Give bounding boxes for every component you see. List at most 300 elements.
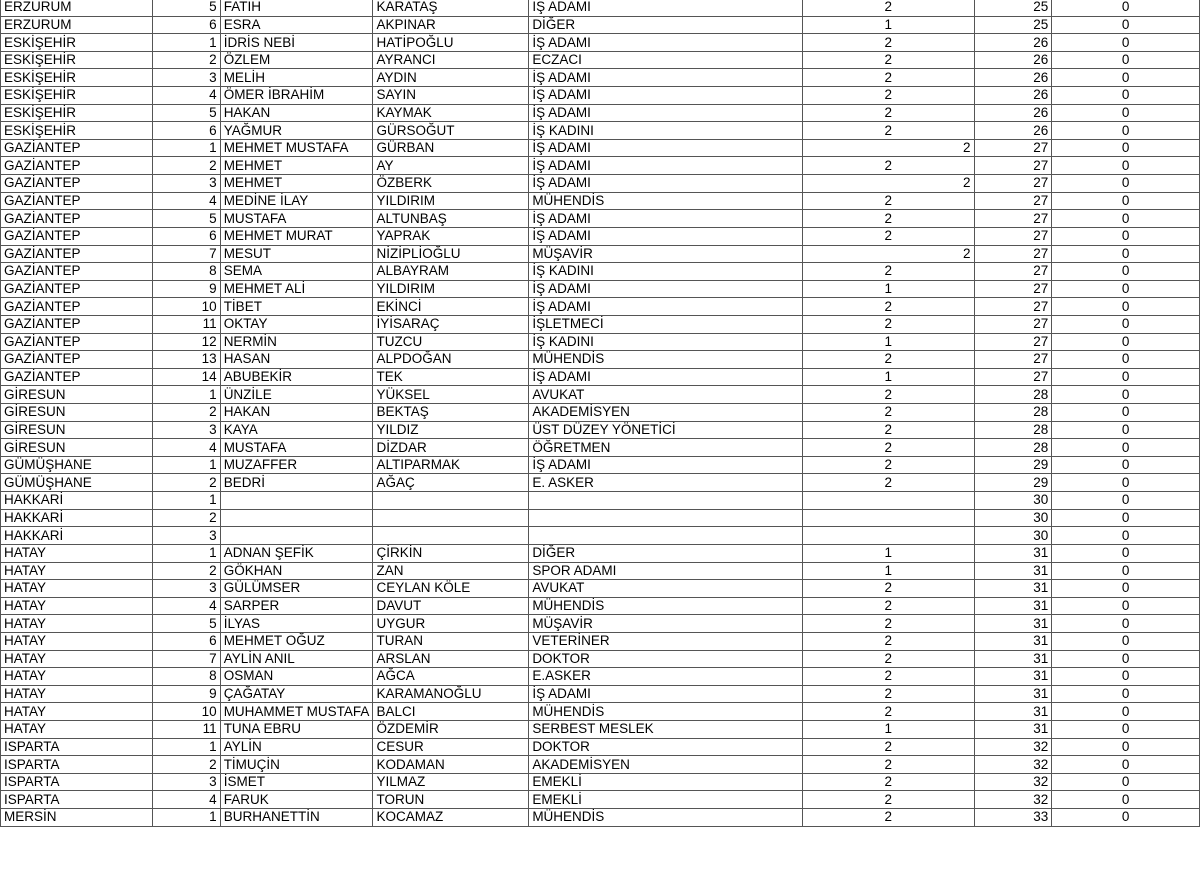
city-code-cell: 31 — [974, 668, 1052, 686]
city-code-cell: 31 — [974, 562, 1052, 580]
city-cell: GAZİANTEP — [1, 192, 153, 210]
status-code-cell: 2 — [802, 69, 974, 87]
occupation-cell: MÜHENDİS — [529, 597, 803, 615]
status-code-cell: 1 — [802, 544, 974, 562]
first-name-cell: TİMUÇİN — [220, 756, 373, 774]
order-number-cell: 4 — [152, 597, 220, 615]
last-name-cell — [373, 509, 529, 527]
occupation-cell: ÖĞRETMEN — [529, 439, 803, 457]
last-name-cell: TEK — [373, 368, 529, 386]
value-cell: 0 — [1052, 368, 1200, 386]
status-code-cell: 1 — [802, 368, 974, 386]
value-cell: 0 — [1052, 544, 1200, 562]
value-cell: 0 — [1052, 668, 1200, 686]
table-row — [1, 703, 1200, 721]
occupation-cell: İŞ ADAMI — [529, 0, 803, 16]
last-name-cell: HATİPOĞLU — [373, 34, 529, 52]
order-number-cell: 1 — [152, 738, 220, 756]
status-code-cell: 2 — [802, 298, 974, 316]
city-code-cell: 28 — [974, 421, 1052, 439]
last-name-cell: TORUN — [373, 791, 529, 809]
city-cell: ESKİŞEHİR — [1, 122, 153, 140]
order-number-cell: 6 — [152, 227, 220, 245]
status-code-cell: 2 — [802, 227, 974, 245]
last-name-cell: EKİNCİ — [373, 298, 529, 316]
last-name-cell: AĞAÇ — [373, 474, 529, 492]
city-cell: HATAY — [1, 720, 153, 738]
table-row — [1, 791, 1200, 809]
table-row — [1, 527, 1200, 545]
occupation-cell: MÜHENDİS — [529, 351, 803, 369]
first-name-cell: MUSTAFA — [220, 439, 373, 457]
status-code-cell: 2 — [802, 404, 974, 422]
first-name-cell: OSMAN — [220, 668, 373, 686]
city-code-cell: 27 — [974, 210, 1052, 228]
status-code-cell: 2 — [802, 650, 974, 668]
city-code-cell: 28 — [974, 386, 1052, 404]
table-row — [1, 139, 1200, 157]
first-name-cell: HASAN — [220, 351, 373, 369]
last-name-cell: YILDIRIM — [373, 192, 529, 210]
city-code-cell: 27 — [974, 175, 1052, 193]
occupation-cell: İŞ ADAMI — [529, 69, 803, 87]
city-code-cell: 31 — [974, 597, 1052, 615]
city-code-cell: 26 — [974, 87, 1052, 105]
city-code-cell: 27 — [974, 315, 1052, 333]
status-code-cell: 2 — [802, 738, 974, 756]
city-cell: ERZURUM — [1, 0, 153, 16]
order-number-cell: 2 — [152, 51, 220, 69]
table-row — [1, 809, 1200, 827]
last-name-cell: UYGUR — [373, 615, 529, 633]
order-number-cell: 6 — [152, 16, 220, 34]
first-name-cell: KAYA — [220, 421, 373, 439]
order-number-cell: 2 — [152, 404, 220, 422]
value-cell: 0 — [1052, 263, 1200, 281]
city-cell: ESKİŞEHİR — [1, 51, 153, 69]
value-cell: 0 — [1052, 104, 1200, 122]
occupation-cell: AKADEMİSYEN — [529, 404, 803, 422]
city-cell: GAZİANTEP — [1, 368, 153, 386]
first-name-cell: OKTAY — [220, 315, 373, 333]
table-body — [1, 0, 1200, 826]
last-name-cell: ÖZBERK — [373, 175, 529, 193]
city-code-cell: 27 — [974, 157, 1052, 175]
value-cell: 0 — [1052, 157, 1200, 175]
occupation-cell: AVUKAT — [529, 580, 803, 598]
city-code-cell: 26 — [974, 34, 1052, 52]
city-cell: GAZİANTEP — [1, 333, 153, 351]
occupation-cell: İŞ ADAMI — [529, 175, 803, 193]
table-row — [1, 227, 1200, 245]
first-name-cell: TİBET — [220, 298, 373, 316]
value-cell: 0 — [1052, 509, 1200, 527]
table-row — [1, 720, 1200, 738]
first-name-cell: HAKAN — [220, 404, 373, 422]
occupation-cell: MÜHENDİS — [529, 703, 803, 721]
first-name-cell: NERMİN — [220, 333, 373, 351]
status-code-cell: 2 — [802, 210, 974, 228]
last-name-cell: KOCAMAZ — [373, 809, 529, 827]
first-name-cell: FARUK — [220, 791, 373, 809]
city-cell: HAKKARİ — [1, 509, 153, 527]
city-code-cell: 28 — [974, 439, 1052, 457]
value-cell: 0 — [1052, 122, 1200, 140]
table-row — [1, 87, 1200, 105]
first-name-cell: YAĞMUR — [220, 122, 373, 140]
value-cell: 0 — [1052, 227, 1200, 245]
status-code-cell: 2 — [802, 51, 974, 69]
first-name-cell: MESUT — [220, 245, 373, 263]
city-cell: GAZİANTEP — [1, 351, 153, 369]
first-name-cell: HAKAN — [220, 104, 373, 122]
status-code-cell: 1 — [802, 16, 974, 34]
occupation-cell: SERBEST MESLEK — [529, 720, 803, 738]
table-row — [1, 562, 1200, 580]
status-code-cell: 2 — [802, 580, 974, 598]
occupation-cell: İŞ ADAMI — [529, 456, 803, 474]
city-cell: HATAY — [1, 544, 153, 562]
table-row — [1, 175, 1200, 193]
city-cell: MERSİN — [1, 809, 153, 827]
occupation-cell: İŞ ADAMI — [529, 157, 803, 175]
status-code-cell: 2 — [802, 474, 974, 492]
value-cell: 0 — [1052, 34, 1200, 52]
first-name-cell: BURHANETTİN — [220, 809, 373, 827]
first-name-cell: SARPER — [220, 597, 373, 615]
city-cell: HATAY — [1, 580, 153, 598]
last-name-cell: ALTIPARMAK — [373, 456, 529, 474]
occupation-cell: DİĞER — [529, 16, 803, 34]
status-code-cell: 2 — [802, 0, 974, 16]
table-row — [1, 315, 1200, 333]
first-name-cell: MEHMET — [220, 157, 373, 175]
first-name-cell: ÖMER İBRAHİM — [220, 87, 373, 105]
value-cell: 0 — [1052, 439, 1200, 457]
city-code-cell: 31 — [974, 580, 1052, 598]
order-number-cell: 3 — [152, 421, 220, 439]
city-cell: ERZURUM — [1, 16, 153, 34]
last-name-cell: ZAN — [373, 562, 529, 580]
occupation-cell: İŞ KADINI — [529, 263, 803, 281]
last-name-cell: ÇİRKİN — [373, 544, 529, 562]
occupation-cell: İŞ ADAMI — [529, 227, 803, 245]
value-cell: 0 — [1052, 351, 1200, 369]
city-cell: ISPARTA — [1, 756, 153, 774]
occupation-cell: İŞ ADAMI — [529, 298, 803, 316]
occupation-cell: İŞ KADINI — [529, 333, 803, 351]
table-row — [1, 544, 1200, 562]
city-cell: ISPARTA — [1, 773, 153, 791]
order-number-cell: 1 — [152, 809, 220, 827]
table-row — [1, 685, 1200, 703]
status-code-cell: 2 — [802, 668, 974, 686]
last-name-cell: YÜKSEL — [373, 386, 529, 404]
order-number-cell: 5 — [152, 0, 220, 16]
value-cell: 0 — [1052, 298, 1200, 316]
first-name-cell: MEHMET MURAT — [220, 227, 373, 245]
table-row — [1, 104, 1200, 122]
occupation-cell: İŞLETMECİ — [529, 315, 803, 333]
occupation-cell: MÜŞAVİR — [529, 615, 803, 633]
city-code-cell: 33 — [974, 809, 1052, 827]
status-code-cell: 2 — [802, 791, 974, 809]
first-name-cell: ABUBEKİR — [220, 368, 373, 386]
last-name-cell: AYDIN — [373, 69, 529, 87]
first-name-cell — [220, 492, 373, 510]
value-cell: 0 — [1052, 175, 1200, 193]
city-cell: GAZİANTEP — [1, 263, 153, 281]
last-name-cell: TUZCU — [373, 333, 529, 351]
status-code-cell: 2 — [802, 245, 974, 263]
table-row — [1, 615, 1200, 633]
first-name-cell: SEMA — [220, 263, 373, 281]
table-row — [1, 738, 1200, 756]
table-row — [1, 245, 1200, 263]
last-name-cell: KAYMAK — [373, 104, 529, 122]
status-code-cell: 2 — [802, 34, 974, 52]
status-code-cell: 2 — [802, 139, 974, 157]
order-number-cell: 3 — [152, 773, 220, 791]
city-cell: GAZİANTEP — [1, 210, 153, 228]
status-code-cell: 2 — [802, 122, 974, 140]
occupation-cell — [529, 509, 803, 527]
order-number-cell: 2 — [152, 509, 220, 527]
order-number-cell: 7 — [152, 650, 220, 668]
city-cell: GAZİANTEP — [1, 227, 153, 245]
city-cell: ESKİŞEHİR — [1, 87, 153, 105]
first-name-cell: MUHAMMET MUSTAFA — [220, 703, 373, 721]
occupation-cell: MÜŞAVİR — [529, 245, 803, 263]
first-name-cell: BEDRİ — [220, 474, 373, 492]
city-code-cell: 30 — [974, 509, 1052, 527]
first-name-cell: AYLİN — [220, 738, 373, 756]
last-name-cell: BALCI — [373, 703, 529, 721]
order-number-cell: 2 — [152, 474, 220, 492]
table-row — [1, 632, 1200, 650]
value-cell: 0 — [1052, 632, 1200, 650]
table-row — [1, 263, 1200, 281]
city-code-cell: 27 — [974, 227, 1052, 245]
occupation-cell: İŞ ADAMI — [529, 210, 803, 228]
last-name-cell: İYİSARAÇ — [373, 315, 529, 333]
last-name-cell: AY — [373, 157, 529, 175]
city-cell: GAZİANTEP — [1, 157, 153, 175]
table-row — [1, 773, 1200, 791]
value-cell: 0 — [1052, 580, 1200, 598]
city-code-cell: 27 — [974, 333, 1052, 351]
city-cell: HAKKARİ — [1, 527, 153, 545]
city-code-cell: 27 — [974, 192, 1052, 210]
table-row — [1, 333, 1200, 351]
value-cell: 0 — [1052, 809, 1200, 827]
order-number-cell: 1 — [152, 34, 220, 52]
status-code-cell: 2 — [802, 809, 974, 827]
occupation-cell: VETERİNER — [529, 632, 803, 650]
value-cell: 0 — [1052, 756, 1200, 774]
first-name-cell: FATİH — [220, 0, 373, 16]
value-cell: 0 — [1052, 492, 1200, 510]
last-name-cell: YAPRAK — [373, 227, 529, 245]
last-name-cell: SAYIN — [373, 87, 529, 105]
first-name-cell: ÇAĞATAY — [220, 685, 373, 703]
first-name-cell: MEHMET MUSTAFA — [220, 139, 373, 157]
order-number-cell: 1 — [152, 386, 220, 404]
occupation-cell: AVUKAT — [529, 386, 803, 404]
order-number-cell: 1 — [152, 456, 220, 474]
order-number-cell: 6 — [152, 122, 220, 140]
occupation-cell: İŞ ADAMI — [529, 685, 803, 703]
city-code-cell: 30 — [974, 527, 1052, 545]
value-cell: 0 — [1052, 597, 1200, 615]
last-name-cell: AYRANCI — [373, 51, 529, 69]
last-name-cell — [373, 492, 529, 510]
city-code-cell: 32 — [974, 773, 1052, 791]
occupation-cell: İŞ KADINI — [529, 122, 803, 140]
city-code-cell: 31 — [974, 685, 1052, 703]
value-cell: 0 — [1052, 685, 1200, 703]
first-name-cell: MUZAFFER — [220, 456, 373, 474]
status-code-cell — [802, 527, 974, 545]
first-name-cell: ADNAN ŞEFİK — [220, 544, 373, 562]
city-code-cell: 31 — [974, 544, 1052, 562]
order-number-cell: 5 — [152, 210, 220, 228]
city-code-cell: 26 — [974, 69, 1052, 87]
last-name-cell: ALPDOĞAN — [373, 351, 529, 369]
city-cell: GAZİANTEP — [1, 315, 153, 333]
value-cell: 0 — [1052, 650, 1200, 668]
status-code-cell: 2 — [802, 456, 974, 474]
table-row — [1, 439, 1200, 457]
table-row — [1, 509, 1200, 527]
city-cell: HATAY — [1, 562, 153, 580]
order-number-cell: 9 — [152, 280, 220, 298]
order-number-cell: 1 — [152, 544, 220, 562]
table-row — [1, 386, 1200, 404]
table-row — [1, 597, 1200, 615]
table-row — [1, 368, 1200, 386]
city-cell: ISPARTA — [1, 738, 153, 756]
city-code-cell: 31 — [974, 720, 1052, 738]
value-cell: 0 — [1052, 51, 1200, 69]
table-row — [1, 51, 1200, 69]
occupation-cell — [529, 527, 803, 545]
first-name-cell — [220, 527, 373, 545]
city-code-cell: 27 — [974, 245, 1052, 263]
status-code-cell: 2 — [802, 756, 974, 774]
last-name-cell: GÜRSOĞUT — [373, 122, 529, 140]
occupation-cell: İŞ ADAMI — [529, 368, 803, 386]
last-name-cell: YILDIZ — [373, 421, 529, 439]
city-cell: HATAY — [1, 615, 153, 633]
status-code-cell: 2 — [802, 597, 974, 615]
table-row — [1, 16, 1200, 34]
order-number-cell: 8 — [152, 668, 220, 686]
city-cell: GAZİANTEP — [1, 175, 153, 193]
status-code-cell: 2 — [802, 703, 974, 721]
status-code-cell: 2 — [802, 632, 974, 650]
occupation-cell: İŞ ADAMI — [529, 87, 803, 105]
status-code-cell: 1 — [802, 333, 974, 351]
value-cell: 0 — [1052, 280, 1200, 298]
first-name-cell: ESRA — [220, 16, 373, 34]
status-code-cell: 2 — [802, 351, 974, 369]
occupation-cell: ÜST DÜZEY YÖNETİCİ — [529, 421, 803, 439]
city-code-cell: 30 — [974, 492, 1052, 510]
table-row — [1, 404, 1200, 422]
first-name-cell: GÜLÜMSER — [220, 580, 373, 598]
order-number-cell: 14 — [152, 368, 220, 386]
status-code-cell: 2 — [802, 175, 974, 193]
table-row — [1, 756, 1200, 774]
status-code-cell: 2 — [802, 685, 974, 703]
city-cell: ISPARTA — [1, 791, 153, 809]
city-code-cell: 26 — [974, 104, 1052, 122]
occupation-cell: İŞ ADAMI — [529, 280, 803, 298]
status-code-cell: 2 — [802, 87, 974, 105]
last-name-cell: ALBAYRAM — [373, 263, 529, 281]
order-number-cell: 2 — [152, 157, 220, 175]
city-code-cell: 25 — [974, 16, 1052, 34]
status-code-cell: 1 — [802, 562, 974, 580]
city-code-cell: 26 — [974, 51, 1052, 69]
city-code-cell: 29 — [974, 456, 1052, 474]
city-cell: GAZİANTEP — [1, 245, 153, 263]
city-cell: HATAY — [1, 597, 153, 615]
last-name-cell: ALTUNBAŞ — [373, 210, 529, 228]
status-code-cell: 2 — [802, 439, 974, 457]
table-row — [1, 280, 1200, 298]
occupation-cell: İŞ ADAMI — [529, 34, 803, 52]
city-code-cell: 27 — [974, 298, 1052, 316]
last-name-cell: AKPINAR — [373, 16, 529, 34]
occupation-cell: DOKTOR — [529, 738, 803, 756]
value-cell: 0 — [1052, 421, 1200, 439]
city-cell: ESKİŞEHİR — [1, 34, 153, 52]
value-cell: 0 — [1052, 245, 1200, 263]
status-code-cell: 2 — [802, 615, 974, 633]
city-cell: HATAY — [1, 685, 153, 703]
last-name-cell: NİZİPLİOĞLU — [373, 245, 529, 263]
order-number-cell: 7 — [152, 245, 220, 263]
city-cell: GİRESUN — [1, 421, 153, 439]
city-code-cell: 26 — [974, 122, 1052, 140]
last-name-cell: AĞCA — [373, 668, 529, 686]
value-cell: 0 — [1052, 720, 1200, 738]
occupation-cell — [529, 492, 803, 510]
last-name-cell — [373, 527, 529, 545]
city-cell: HATAY — [1, 703, 153, 721]
last-name-cell: CEYLAN KÖLE — [373, 580, 529, 598]
table-row — [1, 668, 1200, 686]
occupation-cell: MÜHENDİS — [529, 192, 803, 210]
city-code-cell: 27 — [974, 139, 1052, 157]
city-code-cell: 32 — [974, 738, 1052, 756]
occupation-cell: MÜHENDİS — [529, 809, 803, 827]
city-cell: GİRESUN — [1, 386, 153, 404]
table-row — [1, 157, 1200, 175]
occupation-cell: EMEKLİ — [529, 791, 803, 809]
occupation-cell: E.ASKER — [529, 668, 803, 686]
order-number-cell: 11 — [152, 720, 220, 738]
value-cell: 0 — [1052, 738, 1200, 756]
city-code-cell: 28 — [974, 404, 1052, 422]
value-cell: 0 — [1052, 139, 1200, 157]
city-code-cell: 27 — [974, 351, 1052, 369]
first-name-cell: İSMET — [220, 773, 373, 791]
order-number-cell: 3 — [152, 527, 220, 545]
table-row — [1, 492, 1200, 510]
